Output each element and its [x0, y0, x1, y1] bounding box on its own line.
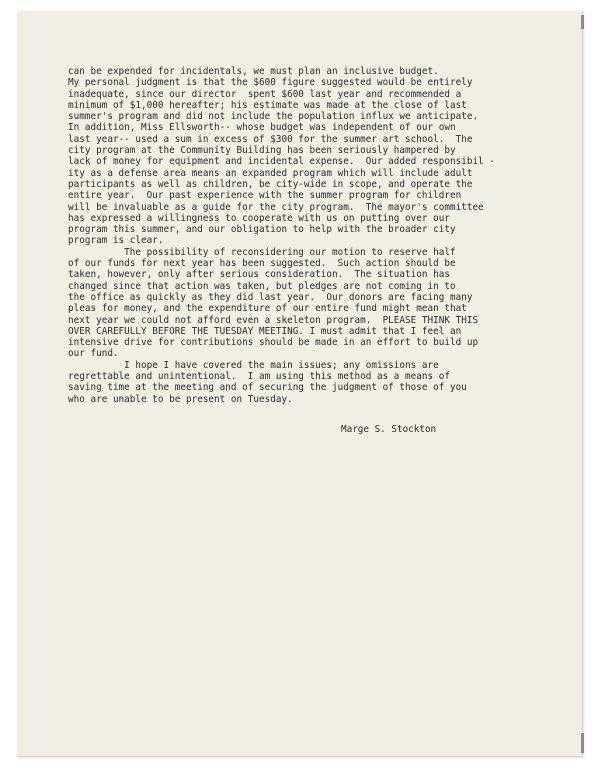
body-line: minimum of $1,000 hereafter; his estimate was made at the close of last [68, 99, 467, 111]
body-line: can be expended for incidentals, we must plan an inclusive budget. [68, 66, 439, 77]
body-line: intensive drive for contributions should be made in an effort to build up [68, 337, 479, 349]
body-line: next year we could not afford even a skeleton program. PLEASE THINK THIS [68, 314, 479, 326]
body-line: the office as quickly as they did last year. Our donors are facing many [68, 291, 473, 303]
body-line: changed since that action was taken, but pledges are not coming in to [68, 280, 456, 292]
body-line: city program at the Community Building has been seriously hampered by [68, 145, 456, 157]
paragraph-closing [68, 360, 568, 405]
body-line: My personal judgment is that the $600 figure suggested would be entirely [68, 77, 473, 89]
paragraph-budget [68, 66, 568, 247]
body-line: our fund. [68, 348, 119, 360]
body-line: program this summer, and our obligation to help with the broader city [68, 224, 456, 236]
paragraph-reserve-funds [68, 247, 568, 360]
body-line: saving time at the meeting and of securing the judgment of those of you [68, 382, 467, 394]
body-line: has expressed a willingness to cooperate with us on putting over our [68, 212, 450, 224]
body-line: of our funds for next year has been suggested. Such action should be [68, 258, 456, 270]
body-line: will be invaluable as a guide for the city program. The mayor's committee [68, 201, 484, 213]
body-line: pleas for money, and the expenditure of our entire fund might mean that [68, 303, 467, 315]
body-line: who are unable to be present on Tuesday. [68, 393, 293, 405]
body-line: I hope I have covered the main issues; any omissions are [68, 359, 439, 371]
body-line: regrettable and unintentional. I am using this method as a means of [68, 371, 450, 383]
body-line: program is clear. [68, 235, 164, 247]
body-line: taken, however, only after serious consideration. The situation has [68, 269, 450, 281]
body-line: participants as well as children, be city-wide in scope, and operate the [68, 178, 473, 190]
body-line: last year-- used a sum in excess of $300 for the summer art school. The [68, 133, 473, 145]
body-line: ity as a defense area means an expanded program which will include adult [68, 167, 473, 179]
body-line: inadequate, since our director spent $600 last year and recommended a [68, 88, 462, 100]
signature-name: Marge S. Stockton [341, 424, 437, 435]
body-line: lack of money for equipment and incidental expense. Our added responsibil - [68, 156, 495, 168]
edge-mark-bottom [581, 733, 584, 753]
body-line: The possibility of reconsidering our motion to reserve half [68, 246, 456, 258]
body-line: entire year. Our past experience with the summer program for children [68, 190, 462, 202]
body-line: OVER CAREFULLY BEFORE THE TUESDAY MEETING. I must admit that I feel an [68, 325, 462, 337]
edge-mark-top [581, 15, 584, 29]
body-line: summer's program and did not include the population influx we anticipate. [68, 111, 479, 123]
body-line: In addition, Miss Ellsworth-- whose budget was independent of our own [68, 122, 456, 134]
letter-body [68, 66, 568, 405]
